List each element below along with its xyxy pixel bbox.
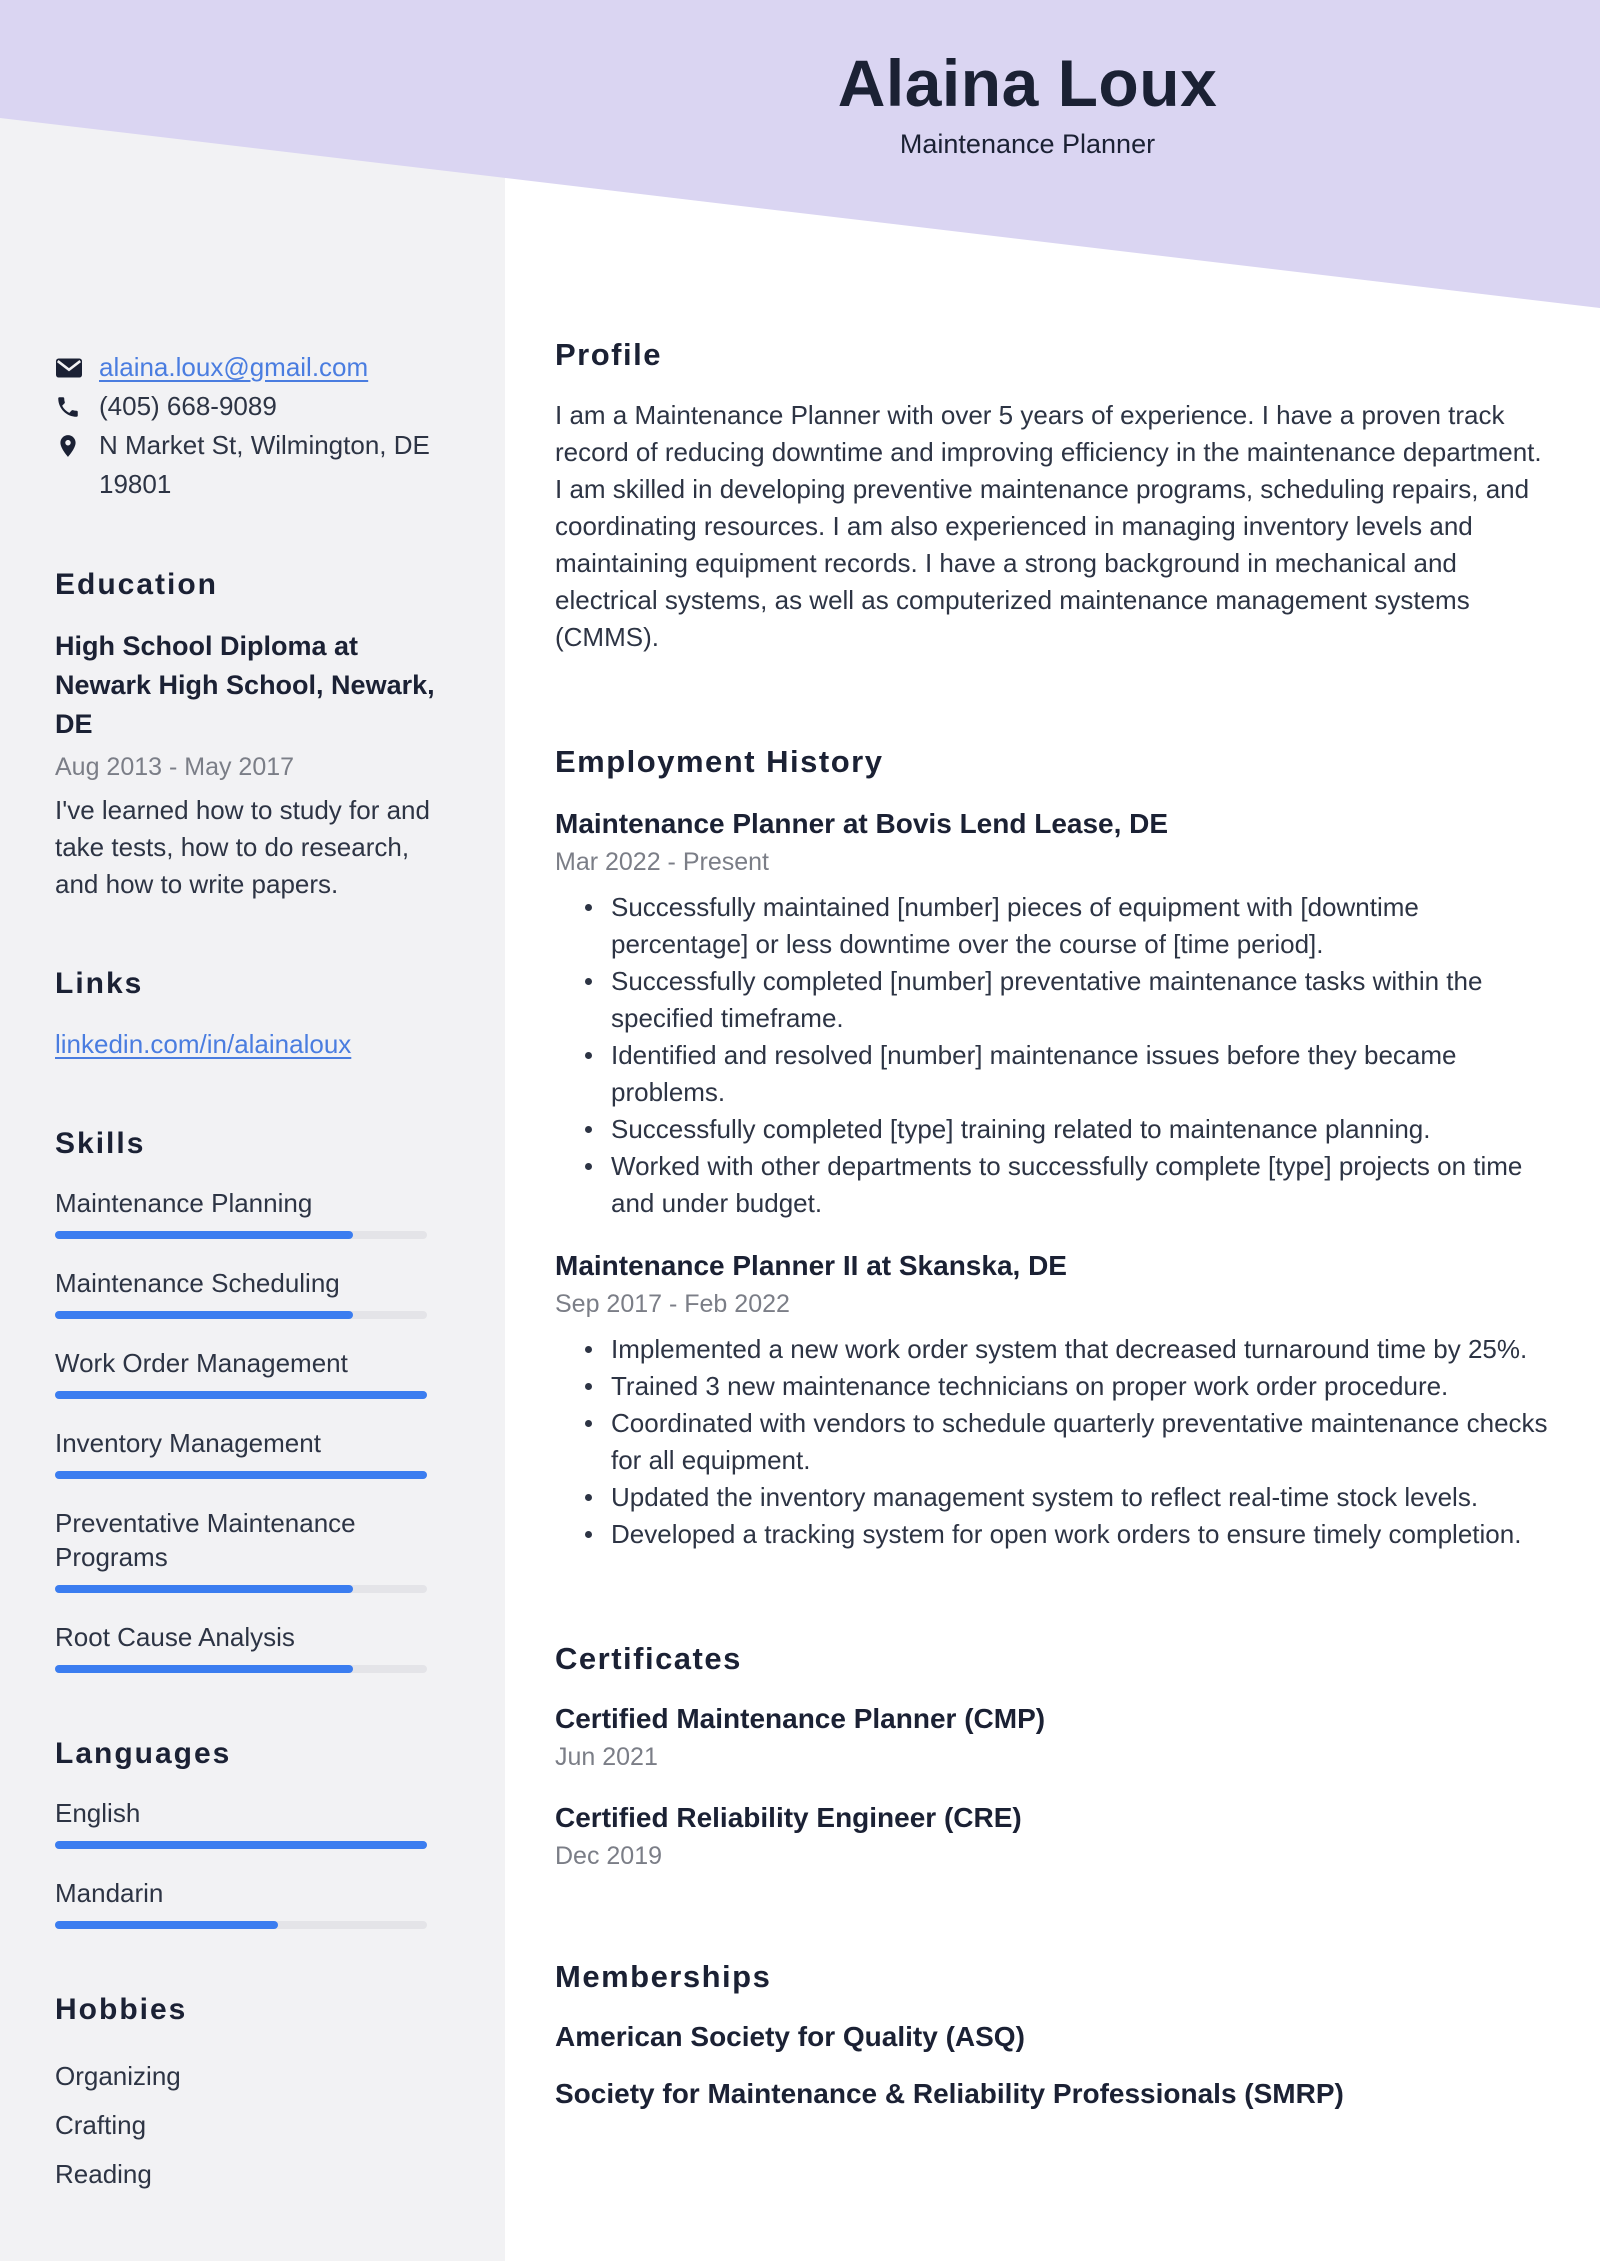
job-dates: Sep 2017 - Feb 2022 (555, 1290, 790, 1318)
language-bar-fill (55, 1921, 278, 1929)
contact-phone-row (55, 387, 450, 426)
hobby-item: Crafting (55, 2110, 147, 2140)
job-bullet: Successfully completed [number] preventative maintenance tasks within the specified timeframe. (585, 963, 1550, 1037)
skill-label: Preventative Maintenance Programs (55, 1508, 356, 1572)
hobby-item: Reading (55, 2159, 152, 2189)
envelope-icon (55, 348, 85, 381)
skill-bar (55, 1665, 427, 1673)
certificate-name: Certified Maintenance Planner (CMP) (555, 1703, 1046, 1734)
hobby-item: Organizing (55, 2061, 181, 2091)
language-item (55, 1796, 450, 1849)
contact-email-row (55, 348, 450, 387)
skill-label: Work Order Management (55, 1348, 348, 1378)
skill-item (55, 1346, 450, 1399)
job-title: Maintenance Planner II at Skanska, DE (555, 1250, 1067, 1281)
certificate-name: Certified Reliability Engineer (CRE) (555, 1802, 1022, 1833)
job-entry (555, 806, 1550, 1222)
job-bullet: Identified and resolved [number] maintenance issues before they became problems. (585, 1037, 1550, 1111)
contact-address-row (55, 426, 450, 504)
membership-item: American Society for Quality (ASQ) (555, 2021, 1025, 2052)
job-entry (555, 1248, 1550, 1553)
education-dates: Aug 2013 - May 2017 (55, 753, 295, 781)
membership-item: Society for Maintenance & Reliability Professionals (SMRP) (555, 2078, 1344, 2109)
education-heading: Education (55, 568, 219, 601)
memberships-heading: Memberships (555, 1959, 772, 1994)
job-title: Maintenance Planner at Bovis Lend Lease, DE (555, 808, 1169, 839)
email-link[interactable]: alaina.loux@gmail.com (99, 352, 369, 382)
certificate-entry (555, 1800, 1550, 1871)
skill-label: Maintenance Scheduling (55, 1268, 340, 1298)
job-dates: Mar 2022 - Present (555, 848, 769, 876)
skill-bar (55, 1585, 427, 1593)
skill-bar-fill (55, 1471, 427, 1479)
language-label: Mandarin (55, 1878, 164, 1908)
job-bullet: Implemented a new work order system that decreased turnaround time by 25%. (585, 1331, 1550, 1368)
education-degree: High School Diploma at Newark High School, Newark, DE (55, 631, 435, 739)
job-bullet: Successfully maintained [number] pieces of equipment with [downtime percentage] or less downtime over the course of [time period]. (585, 889, 1550, 963)
skill-bar-fill (55, 1585, 353, 1593)
candidate-name: Alaina Loux (837, 46, 1218, 120)
skill-label: Inventory Management (55, 1428, 321, 1458)
language-bar (55, 1841, 427, 1849)
skill-bar (55, 1311, 427, 1319)
certificate-date: Jun 2021 (555, 1743, 658, 1771)
job-bullet-list (555, 1331, 1550, 1553)
phone-number: (405) 668-9089 (99, 391, 277, 421)
skill-label: Root Cause Analysis (55, 1622, 295, 1652)
skill-bar (55, 1471, 427, 1479)
address-text: N Market St, Wilmington, DE 19801 (99, 430, 430, 499)
employment-heading: Employment History (555, 744, 884, 779)
job-bullet: Successfully completed [type] training related to maintenance planning. (585, 1111, 1550, 1148)
skill-bar-fill (55, 1231, 353, 1239)
skill-item (55, 1620, 450, 1673)
certificate-date: Dec 2019 (555, 1842, 663, 1870)
language-item (55, 1876, 450, 1929)
education-description: I've learned how to study for and take tests, how to do research, and how to write papers. (55, 795, 430, 899)
job-bullet: Trained 3 new maintenance technicians on proper work order procedure. (585, 1368, 1550, 1405)
sidebar (0, 0, 505, 2199)
skill-bar-fill (55, 1391, 427, 1399)
job-bullet-list (555, 889, 1550, 1222)
languages-heading: Languages (55, 1737, 232, 1770)
hobbies-heading: Hobbies (55, 1993, 188, 2026)
certificate-entry (555, 1701, 1550, 1772)
skill-bar (55, 1231, 427, 1239)
job-bullet: Coordinated with vendors to schedule quarterly preventative maintenance checks for all equipment. (585, 1405, 1550, 1479)
skill-bar-fill (55, 1311, 353, 1319)
job-bullet: Worked with other departments to successfully complete [type] projects on time and under budget. (585, 1148, 1550, 1222)
main-column (555, 0, 1550, 2133)
profile-heading: Profile (555, 337, 662, 372)
language-bar-fill (55, 1841, 427, 1849)
profile-text: I am a Maintenance Planner with over 5 years of experience. I have a proven track record of reducing downtime and improving efficiency in the maintenance department. I am skilled in developing preventive maintenance programs, scheduling repairs, and coordinating resources. I am also experienced in managing inventory levels and maintaining equipment records. I have a strong background in mechanical and electrical systems, as well as computerized maintenance management systems (CMMS). (555, 400, 1542, 652)
links-heading: Links (55, 967, 144, 1000)
link-item (55, 1026, 450, 1063)
skill-item (55, 1506, 450, 1593)
location-pin-icon (55, 426, 85, 459)
skill-item (55, 1186, 450, 1239)
candidate-job-title: Maintenance Planner (899, 129, 1156, 160)
job-bullet: Developed a tracking system for open work orders to ensure timely completion. (585, 1516, 1550, 1553)
skill-label: Maintenance Planning (55, 1188, 313, 1218)
linkedin-link[interactable]: linkedin.com/in/alainaloux (55, 1029, 352, 1059)
certificates-heading: Certificates (555, 1641, 742, 1676)
phone-icon (55, 387, 85, 420)
skill-bar (55, 1391, 427, 1399)
skill-item (55, 1266, 450, 1319)
skill-item (55, 1426, 450, 1479)
language-bar (55, 1921, 427, 1929)
language-label: English (55, 1798, 141, 1828)
skills-heading: Skills (55, 1127, 146, 1160)
skill-bar-fill (55, 1665, 353, 1673)
job-bullet: Updated the inventory management system to reflect real-time stock levels. (585, 1479, 1550, 1516)
